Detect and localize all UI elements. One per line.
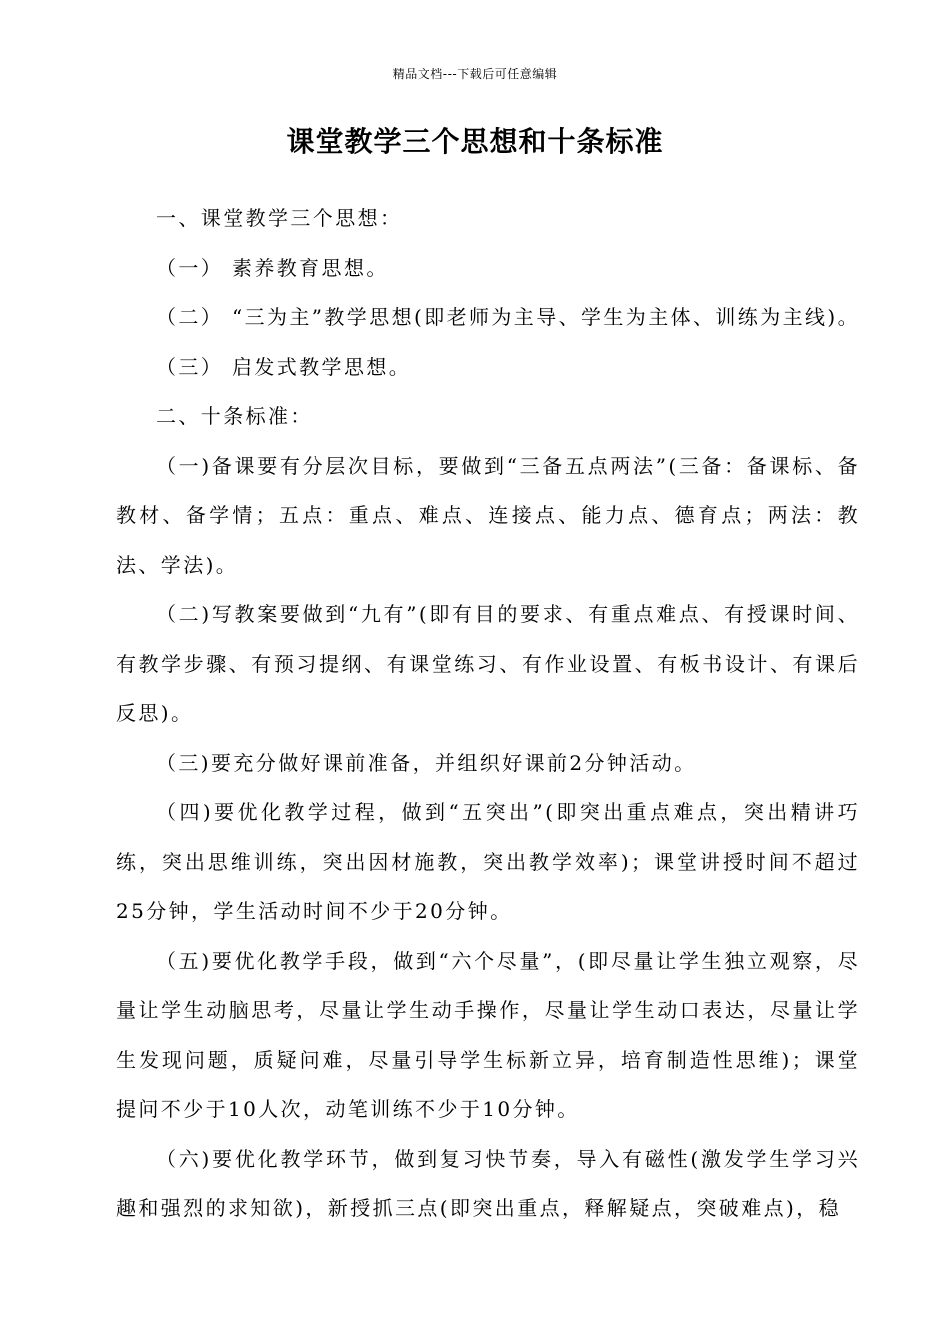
section-heading-standards: 二、十条标准：: [156, 404, 313, 428]
list-item: （六)要优化教学环节，做到复习快节奏，导入有磁性(激发学生学习兴趣和强烈的求知欲)，新授抓三点(即突出重点，释解疑点，突破难点)，稳: [116, 1146, 860, 1220]
document-title: 课堂教学三个思想和十条标准: [286, 125, 664, 158]
list-item: （五)要优化教学手段，做到“六个尽量”，(即尽量让学生独立观察，尽量让学生动脑思考，尽量让学生动手操作，尽量让学生动口表达，尽量让学生发现问题，质疑问难，尽量引导学生标新立异，培育制造性思维)；课堂提问不少于10人次，动笔训练不少于10分钟。: [116, 948, 860, 1121]
list-item: （三） 启发式教学思想。: [156, 354, 412, 379]
list-item: （二)写教案要做到“九有”(即有目的要求、有重点难点、有授课时间、有教学步骤、有预习提纲、有课堂练习、有作业设置、有板书设计、有课后反思)。: [116, 602, 860, 725]
document-body: [116, 194, 860, 1234]
section-heading-thoughts: 一、课堂教学三个思想：: [156, 206, 403, 230]
list-item: （四)要优化教学过程，做到“五突出”(即突出重点难点，突出精讲巧练，突出思维训练，突出因材施教，突出教学效率)；课堂讲授时间不超过25分钟，学生活动时间不少于20分钟。: [116, 800, 860, 923]
list-item: （三)要充分做好课前准备，并组织好课前2分钟活动。: [156, 750, 697, 775]
list-item: （二） “三为主”教学思想(即老师为主导、学生为主体、训练为主线)。: [156, 305, 861, 329]
header-note: 精品文档---下载后可任意编辑: [392, 67, 558, 81]
list-item: （一)备课要有分层次目标，要做到“三备五点两法”(三备：备课标、备教材、备学情；五点：重点、难点、连接点、能力点、德育点；两法：教法、学法)。: [116, 453, 860, 577]
list-item: （一） 素养教育思想。: [156, 255, 389, 280]
